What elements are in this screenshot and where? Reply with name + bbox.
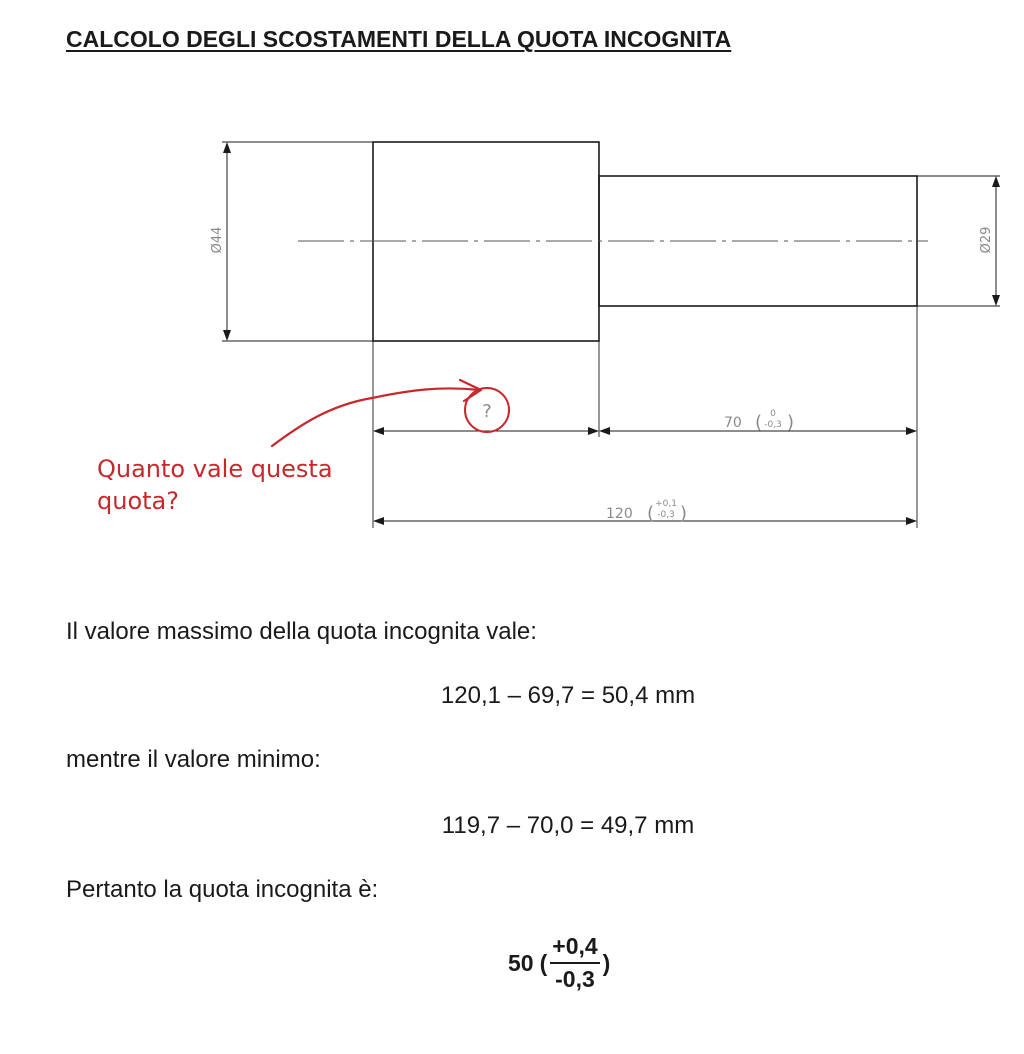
max-intro: Il valore massimo della quota incognita vale: xyxy=(66,618,537,645)
result-lower: -0,3 xyxy=(555,966,595,992)
result-nominal: 50 xyxy=(508,949,534,976)
diameter-29-dimension xyxy=(917,176,1000,306)
annotation-arrow xyxy=(272,380,481,446)
diameter-44-dimension xyxy=(210,142,373,341)
dimension-120-upper: +0,1 xyxy=(655,499,677,509)
svg-text:(: ( xyxy=(647,503,655,524)
svg-text:): ) xyxy=(680,503,688,524)
annotation-line-2: quota? xyxy=(97,487,179,515)
dimension-70 xyxy=(599,409,917,435)
dimension-120 xyxy=(373,499,917,525)
result-tolerance xyxy=(508,933,610,993)
diameter-44-label: Ø44 xyxy=(210,226,225,254)
dimension-70-upper: 0 xyxy=(770,409,776,419)
unknown-dimension xyxy=(373,388,599,435)
result-close-paren: ) xyxy=(602,949,611,976)
conclusion: Pertanto la quota incognita è: xyxy=(66,876,379,903)
result-open-paren: ( xyxy=(539,949,548,976)
dimension-70-nominal: 70 xyxy=(724,415,742,431)
dimension-70-lower: -0,3 xyxy=(764,420,782,430)
svg-text:(: ( xyxy=(755,412,763,433)
svg-text:): ) xyxy=(787,412,795,433)
diameter-29-label: Ø29 xyxy=(979,226,994,254)
result-fraction xyxy=(550,933,599,993)
min-intro: mentre il valore minimo: xyxy=(66,746,321,773)
page-title: CALCOLO DEGLI SCOSTAMENTI DELLA QUOTA INCOGNITA xyxy=(66,26,732,52)
annotation-line-1: Quanto vale questa xyxy=(97,455,333,483)
min-equation: 119,7 – 70,0 = 49,7 mm xyxy=(441,812,695,839)
dimension-120-lower: -0,3 xyxy=(657,510,675,520)
unknown-mark: ? xyxy=(482,401,492,422)
result-upper: +0,4 xyxy=(550,933,599,964)
max-equation: 120,1 – 69,7 = 50,4 mm xyxy=(440,682,696,709)
dimension-120-nominal: 120 xyxy=(606,506,633,522)
